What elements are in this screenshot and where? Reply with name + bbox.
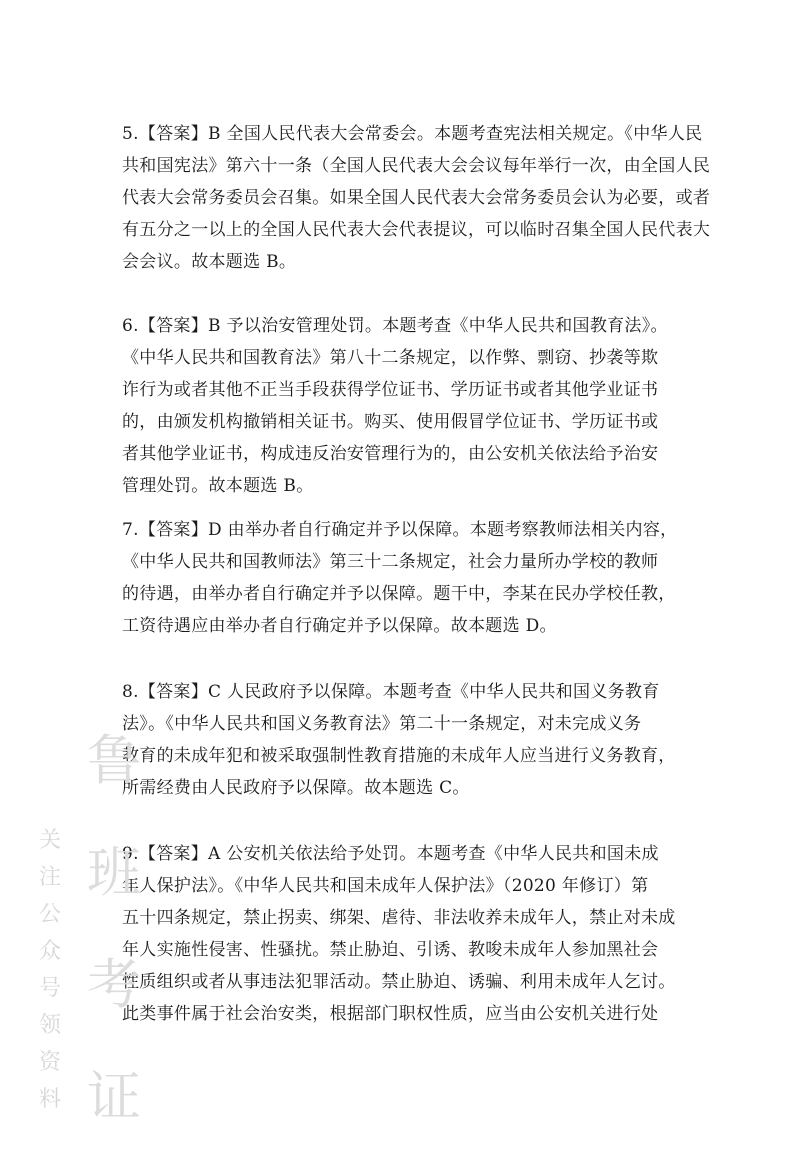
watermark-small-char: 资 — [38, 1050, 61, 1075]
answer-6-line-6: 管理处罚。故本题选 B。 — [122, 476, 314, 496]
watermark-small-char: 关 — [38, 828, 61, 853]
watermark-small-char: 公 — [38, 902, 61, 927]
answer-9-line-2: 年人保护法》。《中华人民共和国未成年人保护法》（2020 年修订）第 — [122, 876, 649, 896]
answer-6-line-1: 6.【答案】B 予以治安管理处罚。本题考查《中华人民共和国教育法》。 — [122, 316, 668, 336]
answer-7-line-2: 《中华人民共和国教师法》第三十二条规定，社会力量所办学校的教师 — [122, 552, 659, 572]
answer-7 — [122, 514, 682, 642]
answer-9-line-6: 此类事件属于社会治安类，根据部门职权性质，应当由公安机关进行处 — [122, 1004, 659, 1024]
answer-6-line-5: 者其他学业证书，构成违反治安管理行为的，由公安机关依法给予治安 — [122, 444, 659, 464]
answer-5-line-4: 有五分之一以上的全国人民代表大会代表提议，可以临时召集全国人民代表大 — [122, 220, 711, 240]
answer-6-line-4: 的，由颁发机构撤销相关证书。购买、使用假冒学位证书、学历证书或 — [122, 412, 659, 432]
watermark-small-char: 注 — [38, 865, 61, 890]
watermark-large-char: 鲁 — [87, 729, 141, 792]
answer-8-line-2: 法》。《中华人民共和国义务教育法》第二十一条规定，对未完成义务 — [122, 714, 642, 734]
watermark-large-char: 班 — [87, 841, 141, 904]
answer-8 — [122, 676, 682, 804]
answer-5-line-1: 5.【答案】B 全国人民代表大会常委会。本题考查宪法相关规定。《中华人民 — [122, 124, 703, 144]
watermark-small-char: 领 — [38, 1013, 61, 1038]
answer-9-line-1: 9.【答案】A 公安机关依法给予处罚。本题考查《中华人民共和国未成 — [122, 844, 659, 864]
watermark-small-char: 号 — [38, 976, 61, 1001]
watermark-large-char: 考 — [87, 953, 141, 1016]
answer-5 — [122, 118, 711, 278]
answer-9 — [122, 838, 682, 1030]
watermark-large — [84, 705, 144, 1153]
watermark-small-char: 料 — [38, 1087, 61, 1112]
answer-9-line-5: 性质组织或者从事违法犯罪活动。禁止胁迫、诱骗、利用未成年人乞讨。 — [122, 972, 676, 992]
answer-7-line-3: 的待遇，由举办者自行确定并予以保障。题干中，李某在民办学校任教， — [122, 584, 676, 604]
answer-9-line-4: 年人实施性侵害、性骚扰。禁止胁迫、引诱、教唆未成年人参加黑社会 — [122, 940, 659, 960]
answer-6-line-3: 诈行为或者其他不正当手段获得学位证书、学历证书或者其他学业证书 — [122, 380, 659, 400]
answer-7-line-1: 7.【答案】D 由举办者自行确定并予以保障。本题考察教师法相关内容， — [122, 520, 678, 540]
answer-6 — [122, 310, 682, 502]
watermark-small-char: 众 — [38, 939, 61, 964]
answer-8-line-3: 教育的未成年犯和被采取强制性教育措施的未成年人应当进行义务教育， — [122, 746, 676, 766]
answer-6-line-2: 《中华人民共和国教育法》第八十二条规定，以作弊、剽窃、抄袭等欺 — [122, 348, 659, 368]
watermark-large-char: 证 — [87, 1065, 141, 1128]
watermark-small — [36, 822, 64, 1118]
answer-5-line-3: 代表大会常务委员会召集。如果全国人民代表大会常务委员会认为必要，或者 — [122, 188, 711, 208]
answer-7-line-4: 工资待遇应由举办者自行确定并予以保障。故本题选 D。 — [122, 616, 557, 636]
answer-5-line-2: 共和国宪法》第六十一条（全国人民代表大会会议每年举行一次，由全国人民 — [122, 156, 711, 176]
answer-8-line-4: 所需经费由人民政府予以保障。故本题选 C。 — [122, 778, 470, 798]
answer-5-line-5: 会会议。故本题选 B。 — [122, 252, 297, 272]
answer-9-line-3: 五十四条规定，禁止拐卖、绑架、虐待、非法收养未成年人，禁止对未成 — [122, 908, 676, 928]
answer-8-line-1: 8.【答案】C 人民政府予以保障。本题考查《中华人民共和国义务教育 — [122, 682, 660, 702]
